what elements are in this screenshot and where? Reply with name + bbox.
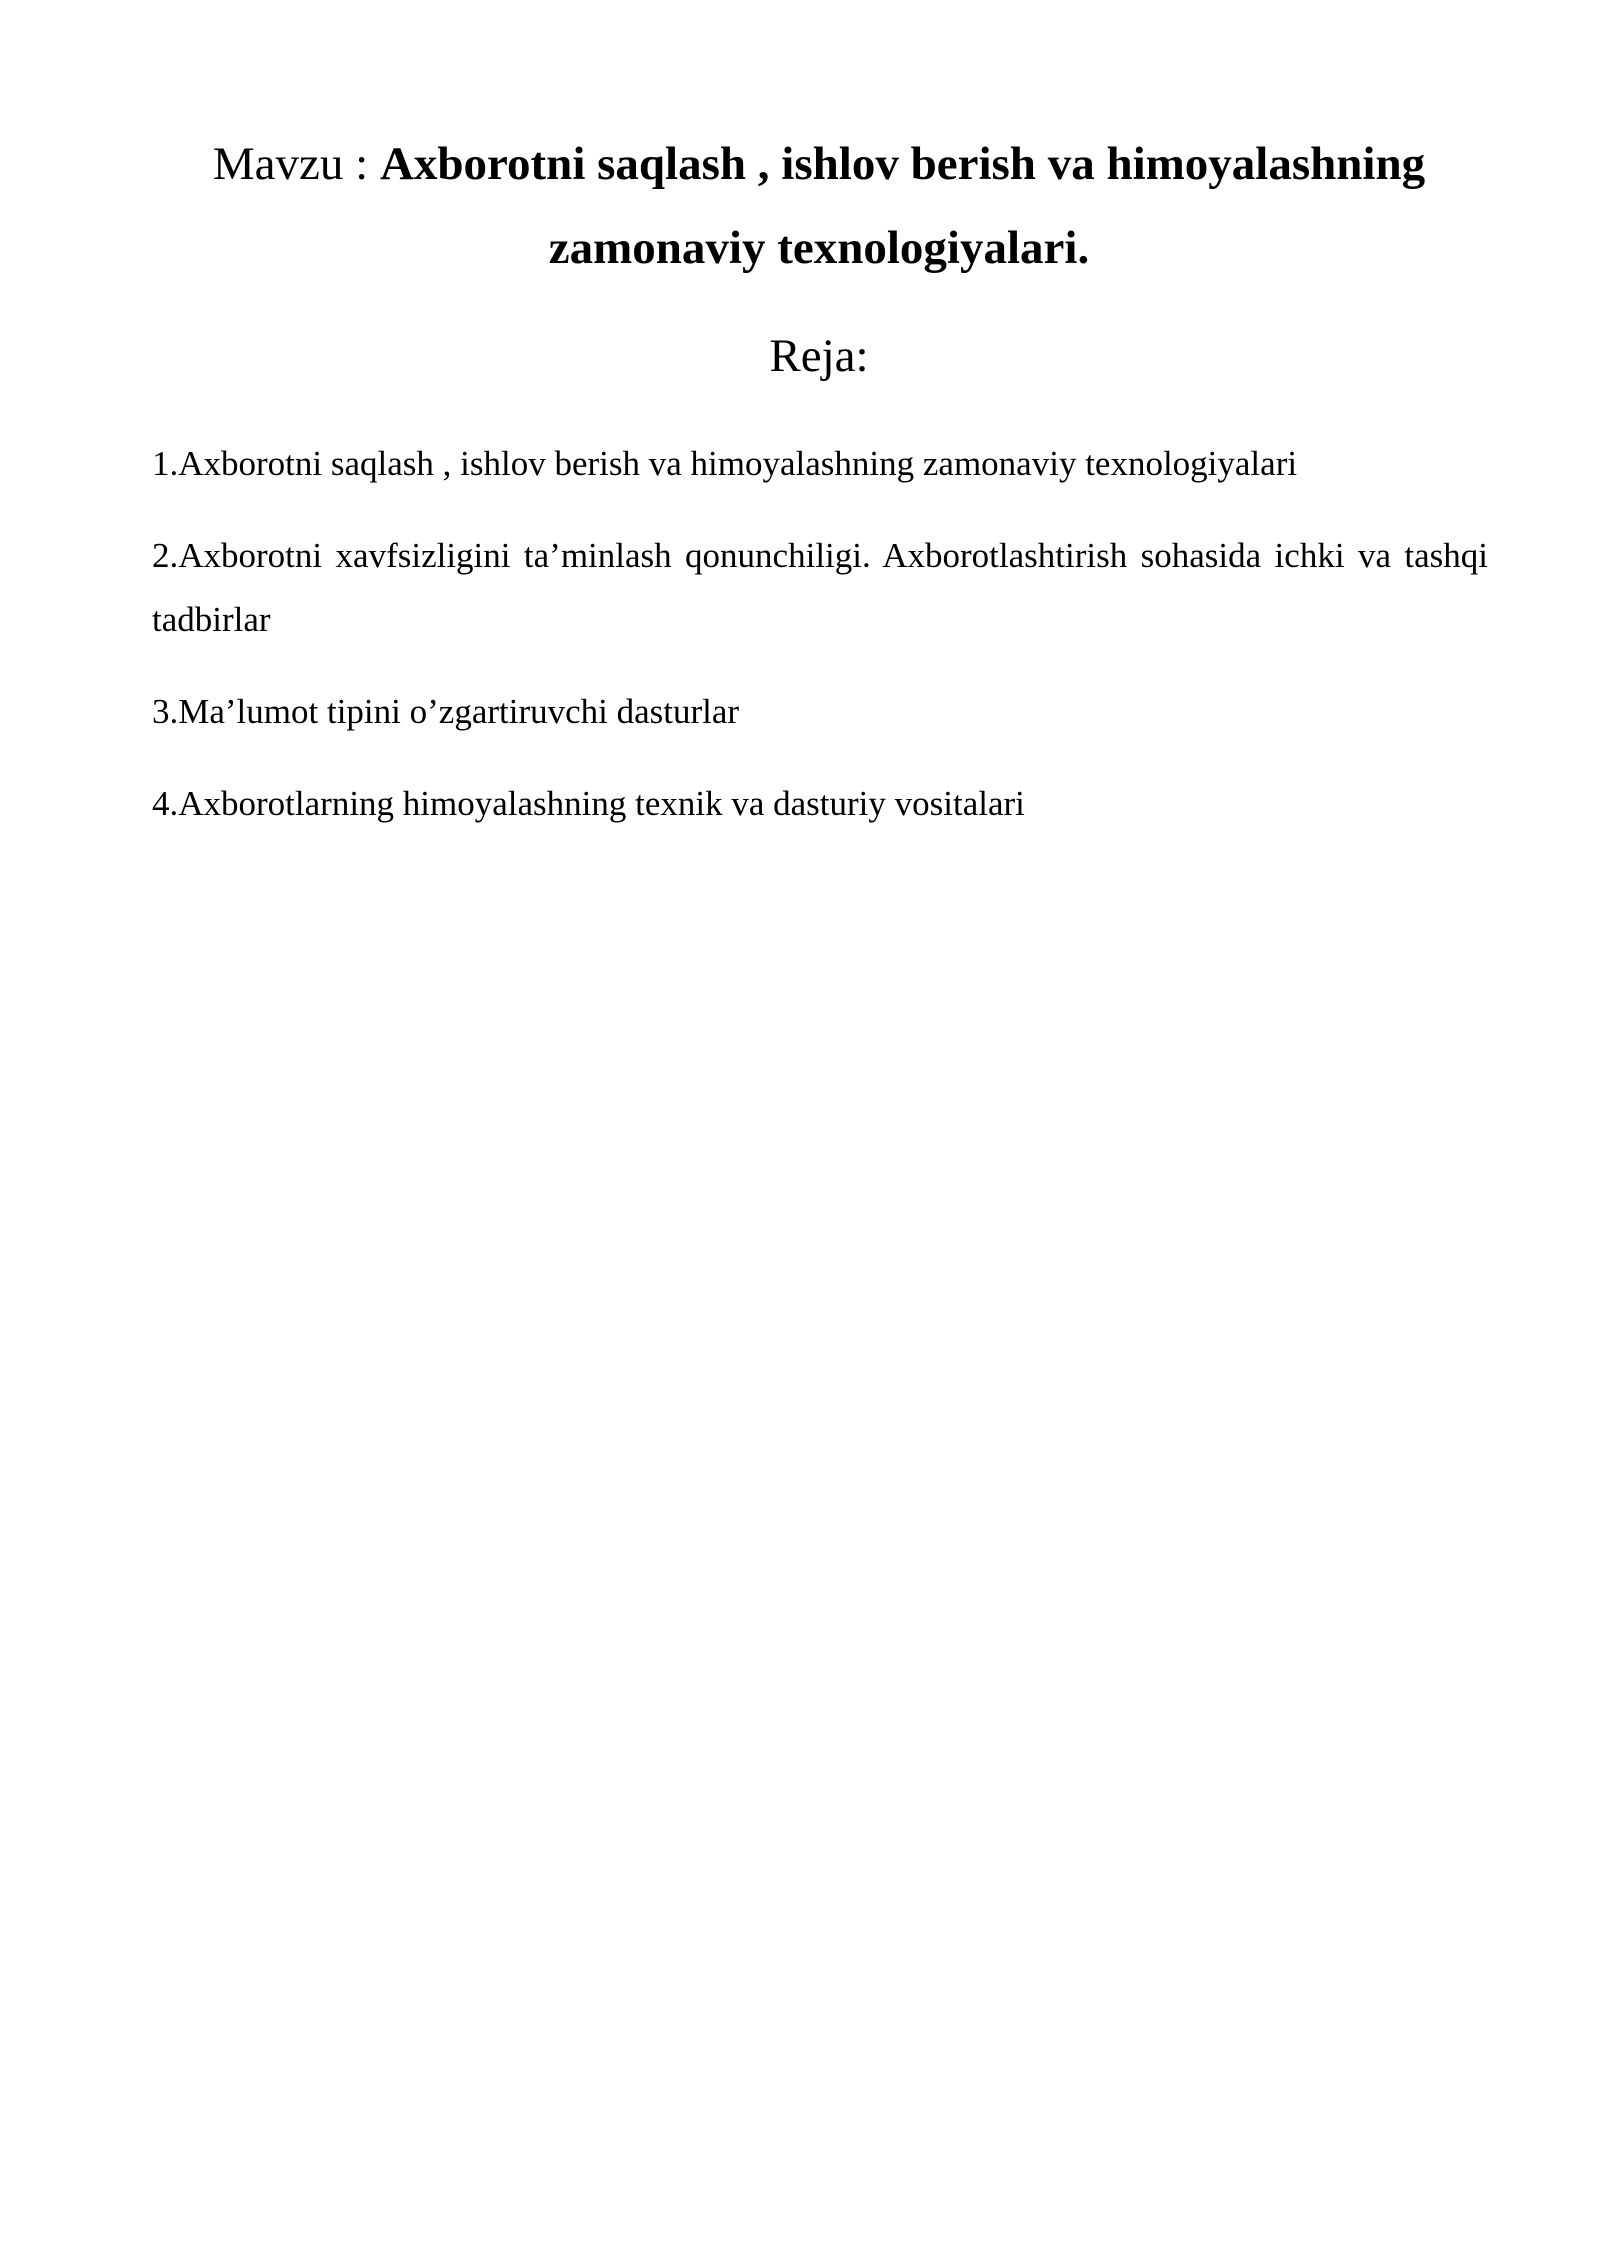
title-prefix: Mavzu : [212, 138, 380, 190]
plan-list [152, 432, 1488, 864]
document-title [150, 122, 1488, 290]
plan-item: 1.Axborotni saqlash , ishlov berish va himoyalashning zamonaviy texnologiyalari [152, 444, 1298, 483]
plan-item: 2.Axborotni xavfsizligini ta’minlash qonunchiligi. Axborotlashtirish sohasida ichki va tashqi tadbirlar [152, 536, 1488, 639]
plan-item: 3.Ma’lumot tipini o’zgartiruvchi dasturlar [152, 692, 740, 731]
plan-item: 4.Axborotlarning himoyalashning texnik va dasturiy vositalari [152, 784, 1025, 823]
title-main: Axborotni saqlash , ishlov berish va himoyalashning zamonaviy texnologiyalari. [379, 138, 1426, 274]
plan-heading: Reja: [769, 330, 869, 382]
